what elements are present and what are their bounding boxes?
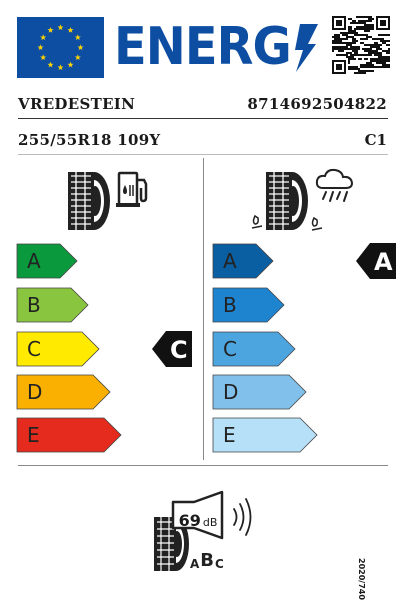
wet-grade-letter: C — [223, 337, 237, 361]
wet-rating-letter: A — [374, 248, 393, 276]
fuel-rating-letter: C — [170, 336, 188, 364]
wet-grade-letter: B — [223, 293, 237, 317]
divider-bottom — [18, 465, 388, 466]
fuel-grade-letter: A — [27, 249, 41, 273]
fuel-grade-letter: E — [27, 423, 40, 447]
fuel-grade-letter: B — [27, 293, 41, 317]
wet-grade-letter: D — [223, 380, 239, 404]
ean-code: 8714692504822 — [247, 95, 387, 113]
tyre-size: 255/55R18 109Y — [18, 131, 161, 149]
regulation-number: 2020/740 — [357, 558, 366, 600]
noise-value: 69 — [178, 511, 201, 530]
noise-value-box — [174, 511, 222, 533]
noise-class-scale — [190, 552, 224, 570]
sound-waves-icon — [230, 494, 260, 540]
wet-grade-bar-a — [213, 244, 273, 278]
fuel-grade-letter: C — [27, 337, 41, 361]
energy-title-text: ENERG — [114, 17, 291, 77]
fuel-grade-letter: D — [27, 380, 43, 404]
noise-class-c: C — [215, 557, 224, 571]
wet-grade-letter: E — [223, 423, 236, 447]
fuel-grade-bar-a — [17, 244, 77, 278]
tyre-class: C1 — [364, 131, 387, 149]
wet-grade-letter: A — [223, 249, 237, 273]
brand-name: VREDESTEIN — [18, 95, 136, 113]
noise-class-a: A — [190, 557, 200, 571]
noise-unit: dB — [202, 516, 218, 529]
noise-class-b: B — [200, 550, 215, 571]
